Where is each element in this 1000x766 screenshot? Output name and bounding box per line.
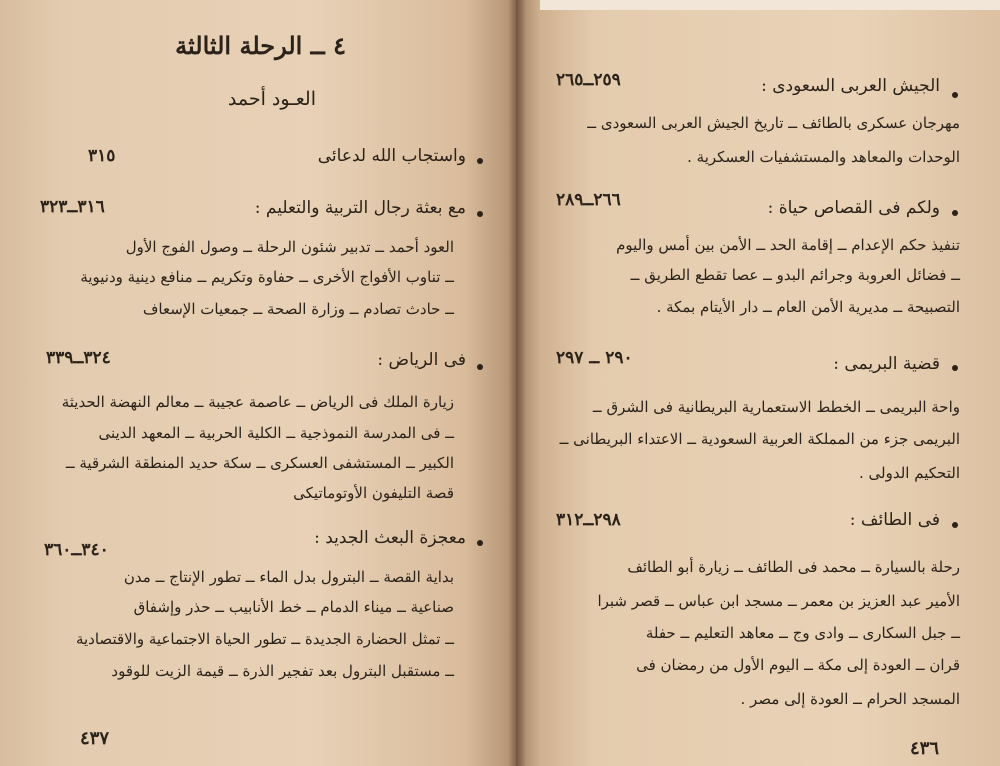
section-line: بداية القصة ــ البترول بدل الماء ــ تطور الإنتاج ــ مدن (123, 568, 454, 586)
section-heading: مع بعثة رجال التربية والتعليم : (254, 198, 466, 218)
page-range: ٣٤٠ــ٣٦٠ (44, 540, 109, 560)
section-line: ــ مستقبل البترول بعد تفجير الذرة ــ قيمة الزيت للوقود (111, 662, 454, 680)
section-heading: معجزة البعث الجديد : (314, 528, 466, 548)
page-range: ٢٩٠ ــ ٢٩٧ (556, 348, 633, 368)
section-line: الكبير ــ المستشفى العسكرى ــ سكة حديد المنطقة الشرقية ــ (65, 454, 454, 472)
bullet-icon (952, 365, 958, 371)
page-range: ٣٢٤ــ٣٣٩ (46, 348, 111, 368)
chapter-title: ٤ ــ الرحلة الثالثة (175, 31, 346, 60)
section-heading: قضية البريمى : (833, 354, 940, 374)
section-line: ــ حادث تصادم ــ وزارة الصحة ــ جمعيات الإسعاف (142, 300, 454, 318)
section-line: زيارة الملك فى الرياض ــ عاصمة عجيبة ــ معالم النهضة الحديثة (61, 393, 454, 411)
page-range: ٣١٦ــ٣٢٣ (40, 197, 105, 217)
section-line: ــ فضائل العروبة وجرائم البدو ــ عصا تقطع الطريق ــ (630, 266, 960, 284)
bullet-icon (477, 364, 483, 370)
section-line: ــ تمثل الحضارة الجديدة ــ تطور الحياة الاجتماعية والاقتصادية (75, 630, 454, 648)
section-line: التحكيم الدولى . (859, 464, 960, 482)
page-top-edge (540, 0, 1000, 10)
bullet-icon (952, 92, 958, 98)
section-line: المسجد الحرام ــ العودة إلى مصر . (740, 690, 960, 708)
page-range: ٣١٥ (88, 146, 116, 166)
section-line: قصة التليفون الأوتوماتيكى (293, 484, 454, 502)
bullet-icon (477, 158, 483, 164)
page-range: ٢٩٨ــ٣١٢ (556, 510, 621, 530)
section-line: الأمير عبد العزيز بن معمر ــ مسجد ابن عباس ــ قصر شبرا (597, 592, 960, 610)
section-heading: الجيش العربى السعودى : (761, 76, 940, 96)
section-line: ــ جبل السكارى ــ وادى وج ــ معاهد التعليم ــ حفلة (645, 624, 960, 642)
right-page (516, 0, 1000, 766)
page-range: ٢٥٩ــ٢٦٥ (556, 70, 621, 90)
bullet-icon (952, 522, 958, 528)
section-line: رحلة بالسيارة ــ محمد فى الطائف ــ زيارة أبو الطائف (627, 558, 960, 576)
page-range: ٢٦٦ــ٢٨٩ (556, 190, 621, 210)
section-line: مهرجان عسكرى بالطائف ــ تاريخ الجيش العربى السعودى ــ (587, 114, 960, 132)
section-heading: ولكم فى القصاص حياة : (767, 198, 940, 218)
section-heading: فى الرياض : (377, 350, 466, 370)
section-line: البريمى جزء من المملكة العربية السعودية ــ الاعتداء البريطانى ــ (559, 430, 960, 448)
chapter-subtitle: العـود أحمد (227, 88, 316, 110)
page-number: ٤٣٧ (80, 728, 110, 749)
bullet-icon (952, 210, 958, 216)
section-line: تنفيذ حكم الإعدام ــ إقامة الحد ــ الأمن بين أمس واليوم (616, 236, 960, 254)
section-line: صناعية ــ ميناء الدمام ــ خط الأنابيب ــ حذر وإشفاق (133, 598, 454, 616)
section-heading: واستجاب الله لدعائى (317, 146, 466, 166)
section-heading: فى الطائف : (849, 510, 940, 530)
section-line: ــ تناوب الأفواج الأخرى ــ حفاوة وتكريم ــ منافع دينية ودنيوية (80, 268, 454, 286)
section-line: قران ــ العودة إلى مكة ــ اليوم الأول من رمضان فى (636, 656, 960, 674)
section-line: العود أحمد ــ تدبير شئون الرحلة ــ وصول الفوج الأول (125, 238, 454, 256)
section-line: التصبيحة ــ مديرية الأمن العام ــ دار الأيتام بمكة . (656, 298, 960, 316)
section-line: واحة البريمى ــ الخطط الاستعمارية البريطانية فى الشرق ــ (592, 398, 960, 416)
bullet-icon (477, 540, 483, 546)
book-gutter (508, 0, 526, 766)
section-line: الوحدات والمعاهد والمستشفيات العسكرية . (687, 148, 960, 166)
section-line: ــ فى المدرسة النموذجية ــ الكلية الحربية ــ المعهد الدينى (98, 424, 454, 442)
bullet-icon (477, 211, 483, 217)
page-number: ٤٣٦ (910, 738, 940, 759)
